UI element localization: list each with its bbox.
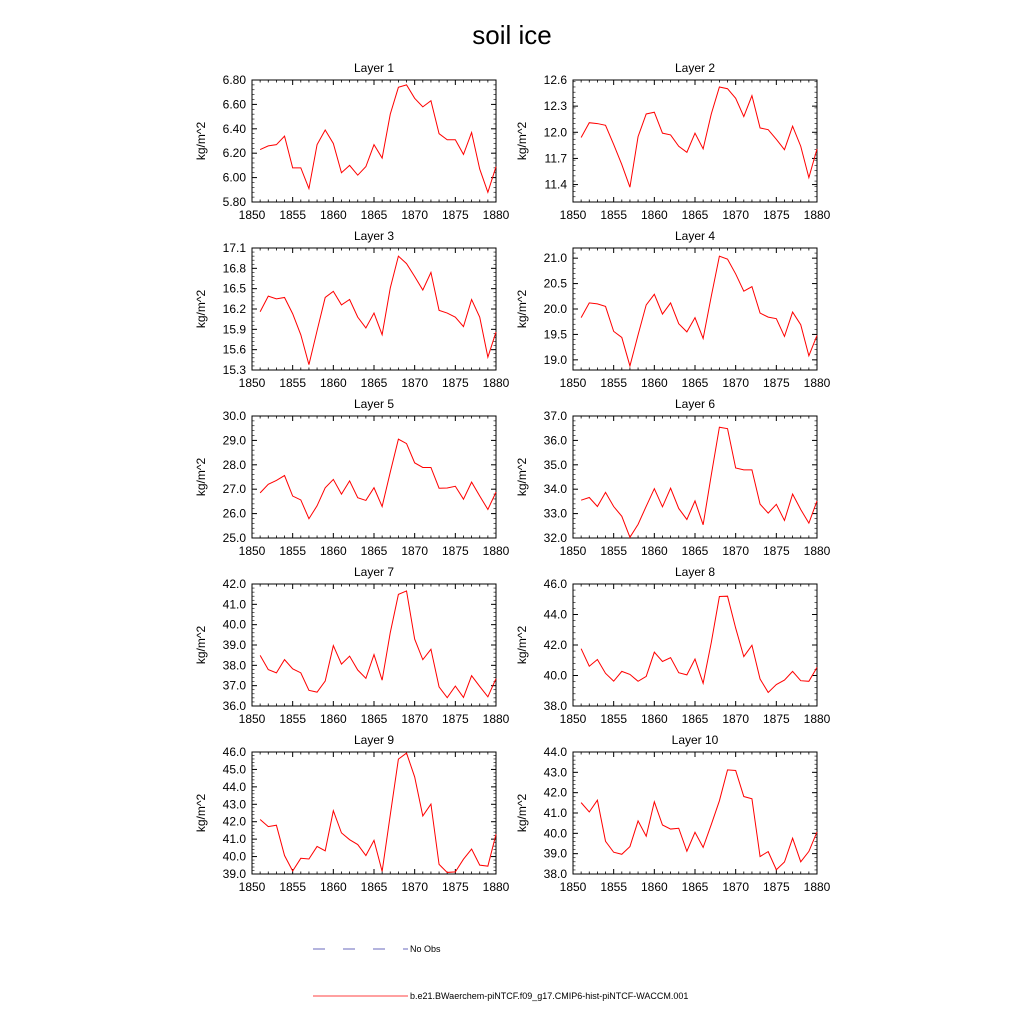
y-tick-label: 30.0 [222,409,246,423]
x-tick-label: 1855 [600,376,628,390]
legend-model-label: b.e21.BWaerchem-piNTCF.f09_g17.CMIP6-hist-piNTCF-WACCM.001 [410,991,689,1001]
y-tick-label: 21.0 [543,251,567,266]
y-tick-label: 35.0 [543,457,567,472]
panel-title: Layer 2 [674,61,716,75]
y-axis-label: kg/m^2 [515,289,529,329]
y-tick-label: 19.0 [543,352,567,367]
x-tick-label: 1850 [559,880,587,894]
y-tick-label: 44.0 [543,607,567,622]
x-tick-label: 1850 [238,376,266,390]
x-tick-label: 1870 [401,208,429,222]
y-tick-label: 15.3 [222,363,246,377]
x-tick-label: 1865 [681,376,709,390]
y-tick-label: 12.0 [543,125,567,140]
x-tick-label: 1855 [600,712,628,726]
y-tick-label: 29.0 [222,433,246,448]
y-tick-label: 26.0 [222,506,246,521]
x-tick-label: 1865 [360,376,388,390]
x-tick-label: 1850 [238,880,266,894]
x-tick-label: 1880 [803,712,831,726]
x-tick-label: 1875 [441,544,469,558]
x-tick-label: 1880 [803,880,831,894]
y-tick-label: 40.0 [222,617,246,632]
x-tick-label: 1870 [401,880,429,894]
x-tick-label: 1860 [319,208,347,222]
x-tick-label: 1855 [279,712,307,726]
panel-title: Layer 7 [353,565,395,579]
x-tick-label: 1850 [238,208,266,222]
panel-title: Layer 8 [674,565,716,579]
x-tick-label: 1880 [482,712,510,726]
x-tick-label: 1860 [319,712,347,726]
x-tick-label: 1855 [279,208,307,222]
y-tick-label: 43.0 [543,765,567,780]
y-tick-label: 16.8 [222,261,246,276]
x-tick-label: 1865 [360,208,388,222]
y-tick-label: 42.0 [222,577,246,591]
x-tick-label: 1855 [600,208,628,222]
y-tick-label: 12.3 [543,99,567,114]
y-tick-label: 38.0 [543,867,567,881]
y-tick-label: 39.0 [222,638,246,652]
y-tick-label: 44.0 [222,779,246,794]
y-tick-label: 38.0 [543,699,567,713]
y-tick-label: 42.0 [222,814,246,829]
y-tick-label: 37.0 [222,678,246,693]
x-tick-label: 1870 [722,208,750,222]
panel-title: Layer 1 [353,61,395,75]
y-tick-label: 33.0 [543,506,567,521]
y-tick-label: 43.0 [222,797,246,812]
y-tick-label: 6.80 [222,73,246,87]
y-tick-label: 41.0 [543,806,567,820]
y-tick-label: 16.5 [222,281,246,296]
x-tick-label: 1870 [722,376,750,390]
x-tick-label: 1880 [803,376,831,390]
y-tick-label: 11.7 [544,151,567,166]
y-tick-label: 41.0 [222,597,246,612]
x-tick-label: 1855 [279,544,307,558]
y-axis-label: kg/m^2 [194,625,208,665]
y-tick-label: 6.00 [222,170,246,185]
x-tick-label: 1860 [640,208,668,222]
y-tick-label: 40.0 [543,668,567,683]
x-tick-label: 1850 [238,544,266,558]
y-axis-label: kg/m^2 [515,121,529,161]
y-tick-label: 6.60 [222,97,246,112]
y-tick-label: 45.0 [222,762,246,777]
y-tick-label: 46.0 [543,577,567,591]
panel-title: Layer 10 [671,733,719,747]
x-tick-label: 1855 [600,880,628,894]
x-tick-label: 1865 [360,880,388,894]
y-tick-label: 20.0 [543,302,567,316]
x-tick-label: 1880 [482,880,510,894]
x-tick-label: 1855 [600,544,628,558]
x-tick-label: 1850 [559,208,587,222]
x-tick-label: 1870 [401,376,429,390]
x-tick-label: 1870 [401,544,429,558]
y-tick-label: 46.0 [222,745,246,759]
x-tick-label: 1875 [762,544,790,558]
y-axis-label: kg/m^2 [194,793,208,833]
y-tick-label: 39.0 [222,867,246,881]
y-tick-label: 19.5 [543,327,567,342]
x-tick-label: 1860 [319,376,347,390]
x-tick-label: 1865 [681,880,709,894]
legend-obs-label: No Obs [410,944,441,954]
x-tick-label: 1860 [319,544,347,558]
x-tick-label: 1880 [482,376,510,390]
y-tick-label: 25.0 [222,531,246,545]
y-tick-label: 17.1 [222,241,246,255]
panel-title: Layer 3 [353,229,395,243]
y-tick-label: 38.0 [222,658,246,673]
y-tick-label: 11.4 [544,177,567,192]
y-tick-label: 32.0 [543,531,567,545]
x-tick-label: 1865 [360,712,388,726]
x-tick-label: 1865 [360,544,388,558]
x-tick-label: 1875 [762,712,790,726]
x-tick-label: 1850 [559,376,587,390]
y-tick-label: 44.0 [543,745,567,759]
x-tick-label: 1870 [722,544,750,558]
x-tick-label: 1875 [441,712,469,726]
y-tick-label: 5.80 [222,195,246,209]
x-tick-label: 1855 [279,880,307,894]
y-tick-label: 27.0 [222,482,246,497]
x-tick-label: 1880 [803,544,831,558]
panel-title: Layer 4 [674,229,716,243]
y-tick-label: 34.0 [543,482,567,497]
y-tick-label: 40.0 [543,826,567,841]
x-tick-label: 1855 [279,376,307,390]
x-tick-label: 1875 [441,376,469,390]
x-tick-label: 1850 [559,544,587,558]
x-tick-label: 1875 [762,376,790,390]
y-axis-label: kg/m^2 [515,457,529,497]
y-tick-label: 39.0 [543,846,567,861]
x-tick-label: 1870 [401,712,429,726]
x-tick-label: 1850 [238,712,266,726]
y-axis-label: kg/m^2 [515,625,529,665]
panel-title: Layer 9 [353,733,395,747]
y-axis-label: kg/m^2 [194,121,208,161]
y-tick-label: 6.20 [222,146,246,161]
panel-title: Layer 6 [674,397,716,411]
x-tick-label: 1865 [681,208,709,222]
y-tick-label: 12.6 [543,73,567,87]
x-tick-label: 1875 [762,208,790,222]
x-tick-label: 1875 [762,880,790,894]
panel-title: Layer 5 [353,397,395,411]
y-tick-label: 6.40 [222,121,246,136]
y-tick-label: 16.2 [222,302,246,316]
x-tick-label: 1860 [640,712,668,726]
x-tick-label: 1865 [681,544,709,558]
x-tick-label: 1860 [319,880,347,894]
y-tick-label: 40.0 [222,849,246,864]
y-axis-label: kg/m^2 [194,289,208,329]
x-tick-label: 1880 [482,208,510,222]
x-tick-label: 1860 [640,544,668,558]
y-tick-label: 36.0 [222,699,246,713]
y-tick-label: 20.5 [543,276,567,291]
y-tick-label: 42.0 [543,785,567,800]
x-tick-label: 1865 [681,712,709,726]
x-tick-label: 1880 [482,544,510,558]
x-tick-label: 1850 [559,712,587,726]
y-tick-label: 42.0 [543,638,567,652]
figure-title: soil ice [472,20,552,50]
y-axis-label: kg/m^2 [515,793,529,833]
x-tick-label: 1860 [640,880,668,894]
x-tick-label: 1860 [640,376,668,390]
y-tick-label: 28.0 [222,457,246,472]
y-axis-label: kg/m^2 [194,457,208,497]
x-tick-label: 1870 [722,712,750,726]
x-tick-label: 1880 [803,208,831,222]
y-tick-label: 15.9 [222,322,246,337]
y-tick-label: 15.6 [222,342,246,357]
x-tick-label: 1875 [441,880,469,894]
y-tick-label: 36.0 [543,433,567,448]
x-tick-label: 1870 [722,880,750,894]
x-tick-label: 1875 [441,208,469,222]
y-tick-label: 41.0 [222,832,246,847]
y-tick-label: 37.0 [543,409,567,423]
